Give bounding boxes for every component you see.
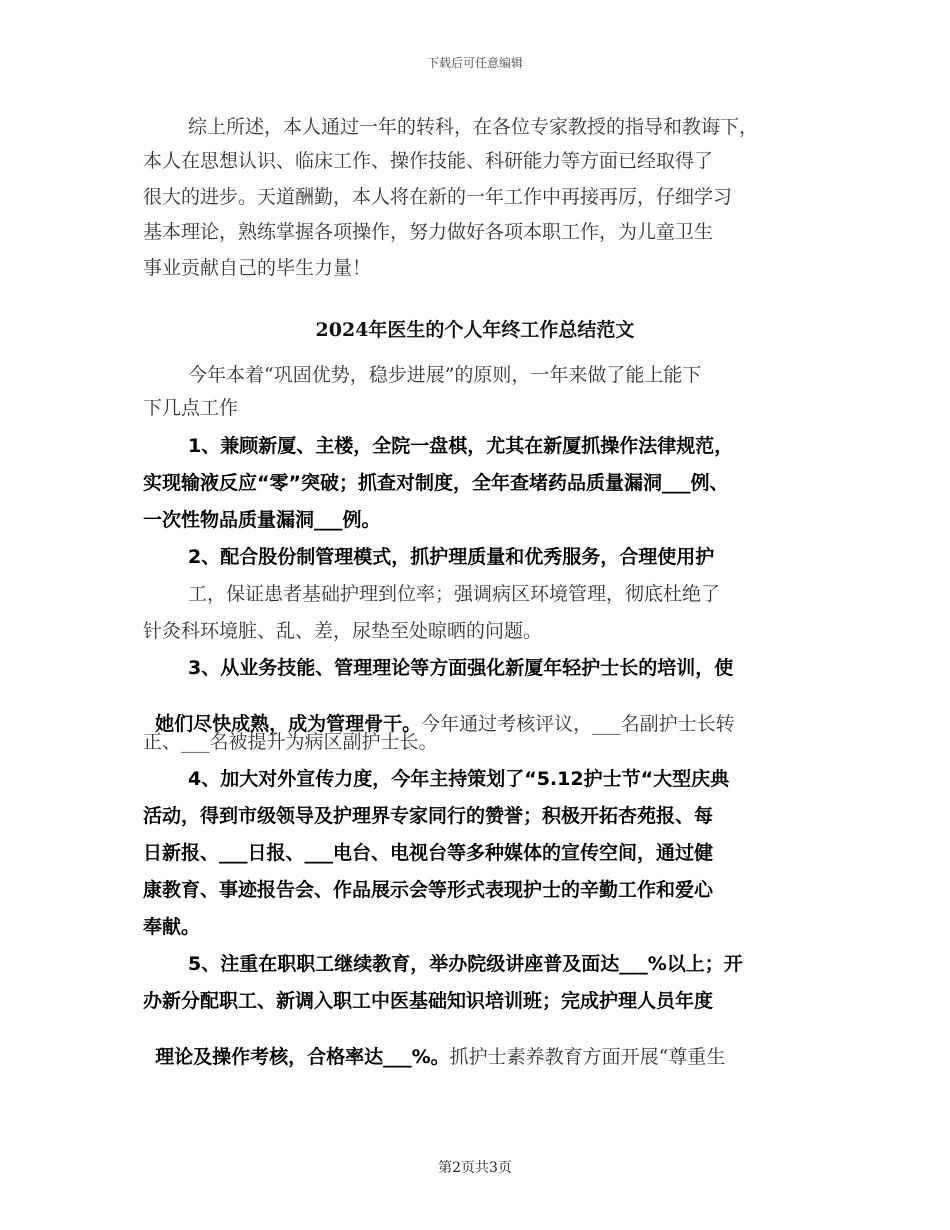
item4-line-2: 活动，得到市级领导及护理界专家同行的赞誉；积极开拓杏苑报、每	[143, 805, 714, 827]
item3-line-1: 3、从业务技能、管理理论等方面强化新厦年轻护士长的培训，使	[188, 657, 734, 679]
item3-bold-part: 她们尽快成熟，成为管理骨干。	[155, 713, 422, 735]
summary-line-5: 事业贡献自己的毕生力量！	[143, 257, 372, 279]
item2-line-1: 2、配合股份制管理模式，抓护理质量和优秀服务，合理使用护	[188, 546, 715, 568]
item2-line-3: 针灸科环境脏、乱、差，尿垫至处晾晒的问题。	[143, 620, 543, 642]
item3-normal-part: 今年通过考核评议，___名副护士长转	[421, 713, 735, 735]
item4-line-4: 康教育、事迹报告会、作品展示会等形式表现护士的辛勤工作和爱心	[143, 879, 714, 901]
item5-line-1: 5、注重在职职工继续教育，举办院级讲座普及面达___%以上；开	[188, 953, 743, 975]
item5-line-3	[143, 1029, 725, 1067]
page-footer: 第2页共3页	[438, 1160, 512, 1176]
article-title: 2024年医生的个人年终工作总结范文	[315, 319, 635, 341]
summary-line-1: 综上所述，本人通过一年的转科，在各位专家教授的指导和教诲下，	[188, 116, 759, 138]
item1-line-3: 一次性物品质量漏洞___例。	[143, 509, 381, 531]
item5-bold-part: 理论及操作考核，合格率达___%。	[155, 1046, 450, 1068]
item3-line-2	[143, 696, 735, 734]
summary-line-3: 很大的进步。天道酬勤，本人将在新的一年工作中再接再厉，仔细学习	[143, 186, 733, 208]
summary-line-2: 本人在思想认识、临床工作、操作技能、科研能力等方面已经取得了	[143, 150, 714, 172]
summary-line-4: 基本理论，熟练掌握各项操作，努力做好各项本职工作，为儿童卫生	[143, 221, 714, 243]
item5-normal-part: 抓护士素养教育方面开展“尊重生	[449, 1046, 726, 1068]
page-header: 下载后可任意编辑	[426, 56, 523, 70]
intro-line-1: 今年本着“巩固优势，稳步进展”的原则，一年来做了能上能下	[188, 364, 702, 386]
item1-line-1: 1、兼顾新厦、主楼，全院一盘棋，尤其在新厦抓操作法律规范，	[188, 435, 734, 457]
item4-line-1: 4、加大对外宣传力度，今年主持策划了“5.12护士节“大型庆典	[188, 768, 730, 790]
item2-line-2: 工，保证患者基础护理到位率；强调病区环境管理，彻底杜绝了	[188, 583, 721, 605]
intro-line-2: 下几点工作	[143, 397, 239, 419]
item3-line-3: 正、___名被提升为病区副护士长。	[143, 731, 438, 753]
item4-line-5: 奉献。	[143, 916, 201, 938]
item1-line-2: 实现输液反应“零”突破；抓查对制度，全年查堵药品质量漏洞___例、	[143, 472, 729, 494]
item5-line-2: 办新分配职工、新调入职工中医基础知识培训班；完成护理人员年度	[143, 990, 714, 1012]
item4-line-3: 日新报、___日报、___电台、电视台等多种媒体的宣传空间，通过健	[143, 842, 714, 864]
